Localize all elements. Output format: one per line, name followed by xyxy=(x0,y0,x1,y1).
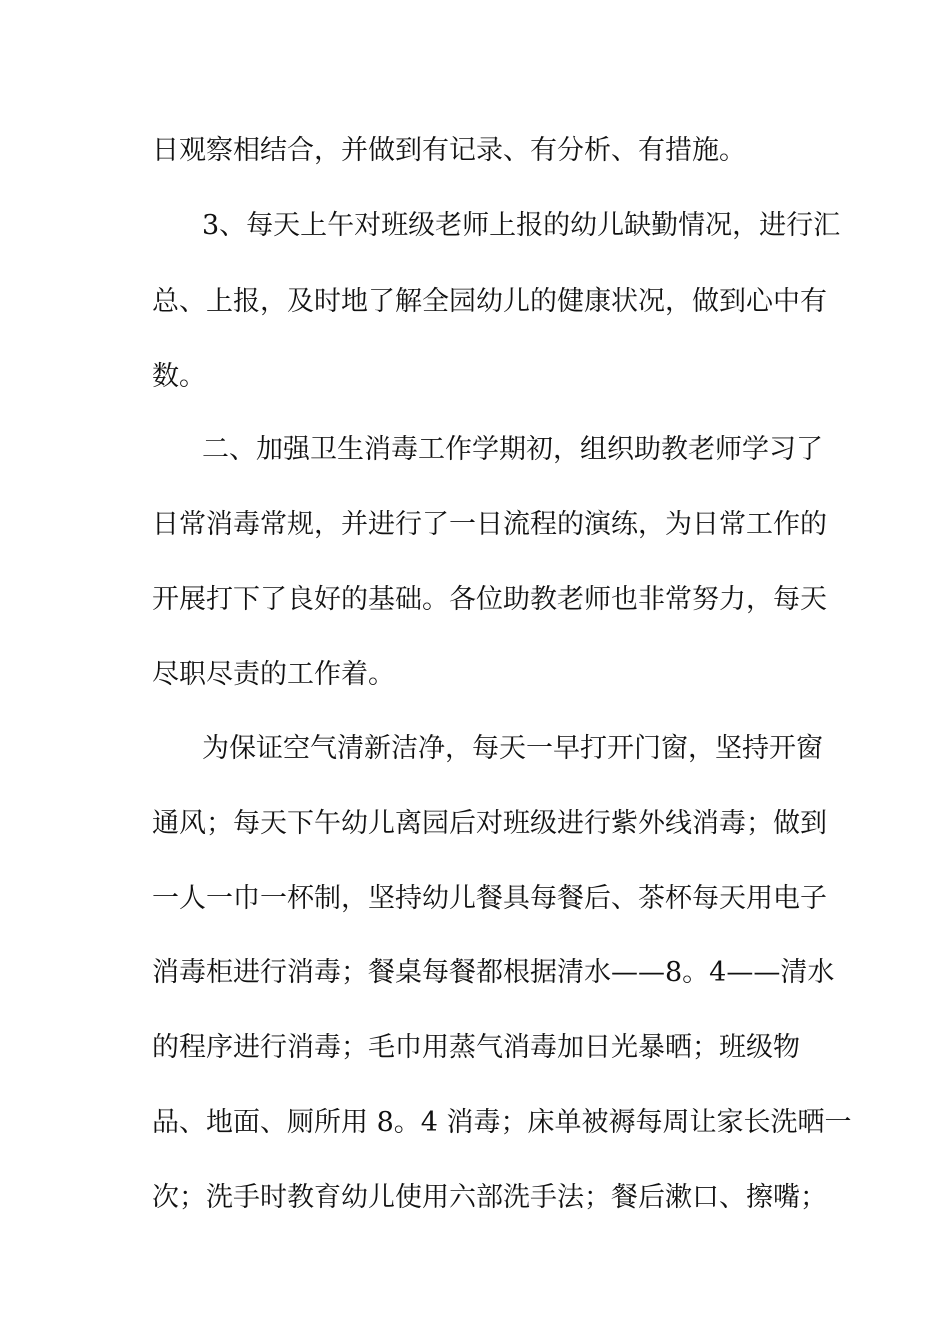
text-line: 开展打下了良好的基础。各位助教老师也非常努力，每天 xyxy=(152,584,827,615)
text-line: 一人一巾一杯制，坚持幼儿餐具每餐后、茶杯每天用电子 xyxy=(152,883,827,914)
text-line: 次；洗手时教育幼儿使用六部洗手法；餐后漱口、擦嘴； xyxy=(152,1182,827,1213)
text-line: 日常消毒常规，并进行了一日流程的演练，为日常工作的 xyxy=(152,509,827,540)
text-line: 品、地面、厕所用 8。4 消毒；床单被褥每周让家长洗晒一 xyxy=(152,1107,852,1138)
text-line: 数。 xyxy=(152,361,206,392)
text-line: 为保证空气清新洁净，每天一早打开门窗，坚持开窗 xyxy=(202,733,823,764)
text-line: 总、上报，及时地了解全园幼儿的健康状况，做到心中有 xyxy=(152,286,827,317)
text-line: 3、每天上午对班级老师上报的幼儿缺勤情况，进行汇 xyxy=(202,210,841,241)
text-line: 消毒柜进行消毒；餐桌每餐都根据清水——8。4——清水 xyxy=(152,957,835,988)
text-line: 的程序进行消毒；毛巾用蒸气消毒加日光暴晒；班级物 xyxy=(152,1032,800,1063)
text-line: 通风；每天下午幼儿离园后对班级进行紫外线消毒；做到 xyxy=(152,808,827,839)
text-line: 日观察相结合，并做到有记录、有分析、有措施。 xyxy=(152,135,746,166)
text-line: 尽职尽责的工作着。 xyxy=(152,659,395,690)
text-line: 二、加强卫生消毒工作学期初，组织助教老师学习了 xyxy=(202,434,823,465)
